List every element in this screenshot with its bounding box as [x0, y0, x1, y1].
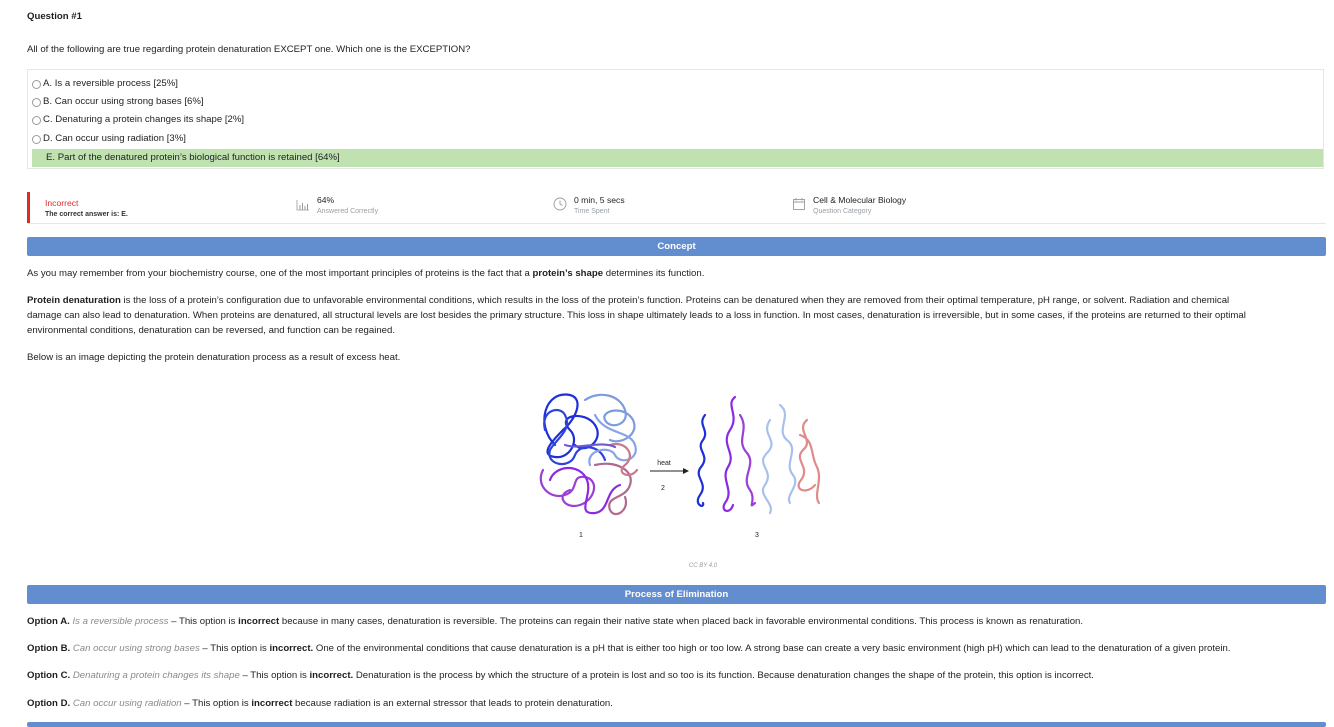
verdict: incorrect.	[309, 670, 354, 681]
percent-label: Answered Correctly	[317, 208, 379, 215]
text: – This option is	[199, 643, 270, 654]
choice-label: C. Denaturing a protein changes its shape [2%]	[43, 114, 245, 125]
paragraph-line: damage can also lead to denaturation. When proteins are denatured, all structural levels are lost besides the primary structure. This loss in shape ultimately leads to a loss in function. In most cases, denaturation is irreversible, but in some cases, if the proteins are returned to their optimal	[27, 310, 1246, 321]
answer-choices	[27, 69, 1324, 169]
result-stats	[27, 191, 1326, 224]
figure-label-3: 3	[755, 532, 759, 539]
option-label: Option D.	[27, 698, 71, 709]
bold-text: protein’s shape	[532, 268, 604, 279]
text: determines its function.	[603, 268, 705, 279]
choice-label: E. Part of the denatured protein’s biological function is retained [64%]	[46, 152, 340, 163]
next-section-header	[27, 722, 1326, 727]
option-quote: Can occur using strong bases	[72, 643, 200, 654]
text: As you may remember from your biochemistry course, one of the most important principles of proteins is the fact that a	[27, 268, 533, 279]
option-label: Option C.	[27, 670, 71, 681]
choice-label: B. Can occur using strong bases [6%]	[43, 96, 204, 107]
choice-label: D. Can occur using radiation [3%]	[43, 133, 186, 144]
concept-paragraph-3: Below is an image depicting the protein denaturation process as a result of excess heat.	[27, 352, 401, 363]
option-d-explanation	[27, 698, 613, 709]
time-value: 0 min, 5 secs	[574, 195, 625, 205]
clock-icon	[553, 197, 567, 211]
radio-icon[interactable]	[32, 116, 41, 125]
option-a-explanation	[27, 616, 1083, 627]
bold-text: Protein denaturation	[27, 295, 121, 306]
verdict: incorrect.	[269, 643, 314, 654]
percent-value: 64%	[317, 195, 335, 205]
paragraph-line: environmental conditions, denaturation can be reversed, and function can be regained.	[27, 325, 396, 336]
option-quote: Is a reversible process	[72, 616, 169, 627]
concept-header: Concept	[27, 237, 1326, 256]
option-c-explanation	[27, 670, 1094, 681]
question-text: All of the following are true regarding protein denaturation EXCEPT one. Which one is the EXCEPTION?	[27, 44, 471, 55]
denatured-protein-image	[698, 397, 819, 513]
concept-paragraph-2	[27, 293, 1326, 338]
choice-a[interactable]	[32, 75, 178, 93]
text: One of the environmental conditions that cause denaturation is a pH that is either too high or too low. A strong base can create a very basic environment (high pH) which can lead to the denaturation of a given protein.	[313, 643, 1231, 654]
figure-caption: CC BY 4.0	[688, 563, 718, 569]
text: – This option is	[168, 616, 239, 627]
radio-icon[interactable]	[32, 98, 41, 107]
choice-e-correct[interactable]	[32, 149, 1323, 167]
text: is the loss of a protein’s configuration due to unfavorable environmental conditions, which results in the loss of the protein’s function. Proteins can be denatured when they are removed from their optimal temperature, pH range, or solvent. Radiation and chemical	[120, 295, 1230, 306]
option-quote: Can occur using radiation	[72, 698, 182, 709]
text: – This option is	[239, 670, 310, 681]
denaturation-figure	[525, 385, 825, 565]
correct-answer-text: The correct answer is: E.	[45, 211, 128, 218]
figure-label-2: 2	[661, 485, 665, 492]
figure-label-1: 1	[579, 532, 583, 539]
text: – This option is	[181, 698, 252, 709]
radio-icon[interactable]	[32, 80, 41, 89]
bar-chart-icon	[296, 199, 310, 211]
radio-icon[interactable]	[32, 135, 41, 144]
result-label: Incorrect	[45, 198, 79, 208]
option-label: Option A.	[27, 616, 70, 627]
paragraph-line	[27, 293, 1326, 308]
concept-paragraph-1	[27, 266, 1326, 281]
choice-label: A. Is a reversible process [25%]	[43, 78, 178, 89]
verdict: incorrect	[238, 616, 280, 627]
question-number: Question #1	[27, 11, 82, 22]
result-status	[27, 192, 128, 223]
text: Denaturation is the process by which the structure of a protein is lost and so too is its function. Because denaturation changes the shape of the protein, this option is incorrect.	[353, 670, 1094, 681]
elimination-header: Process of Elimination	[27, 585, 1326, 604]
option-b-explanation	[27, 643, 1230, 654]
verdict: incorrect	[251, 698, 293, 709]
time-label: Time Spent	[574, 208, 610, 215]
category-label: Question Category	[813, 208, 872, 215]
text: because in many cases, denaturation is reversible. The proteins can regain their native state when placed back in favorable environmental conditions. This process is known as renaturation.	[279, 616, 1084, 627]
choice-b[interactable]	[32, 93, 204, 111]
category-value: Cell & Molecular Biology	[813, 195, 907, 205]
text: because radiation is an external stressor that leads to protein denaturation.	[292, 698, 613, 709]
heat-arrow	[650, 468, 689, 474]
heat-label: heat	[657, 460, 671, 467]
option-quote: Denaturing a protein changes its shape	[72, 670, 240, 681]
choice-c[interactable]	[32, 111, 244, 129]
folded-protein-image	[541, 395, 637, 515]
calendar-icon	[792, 197, 806, 211]
option-label: Option B.	[27, 643, 71, 654]
choice-d[interactable]	[32, 130, 186, 148]
